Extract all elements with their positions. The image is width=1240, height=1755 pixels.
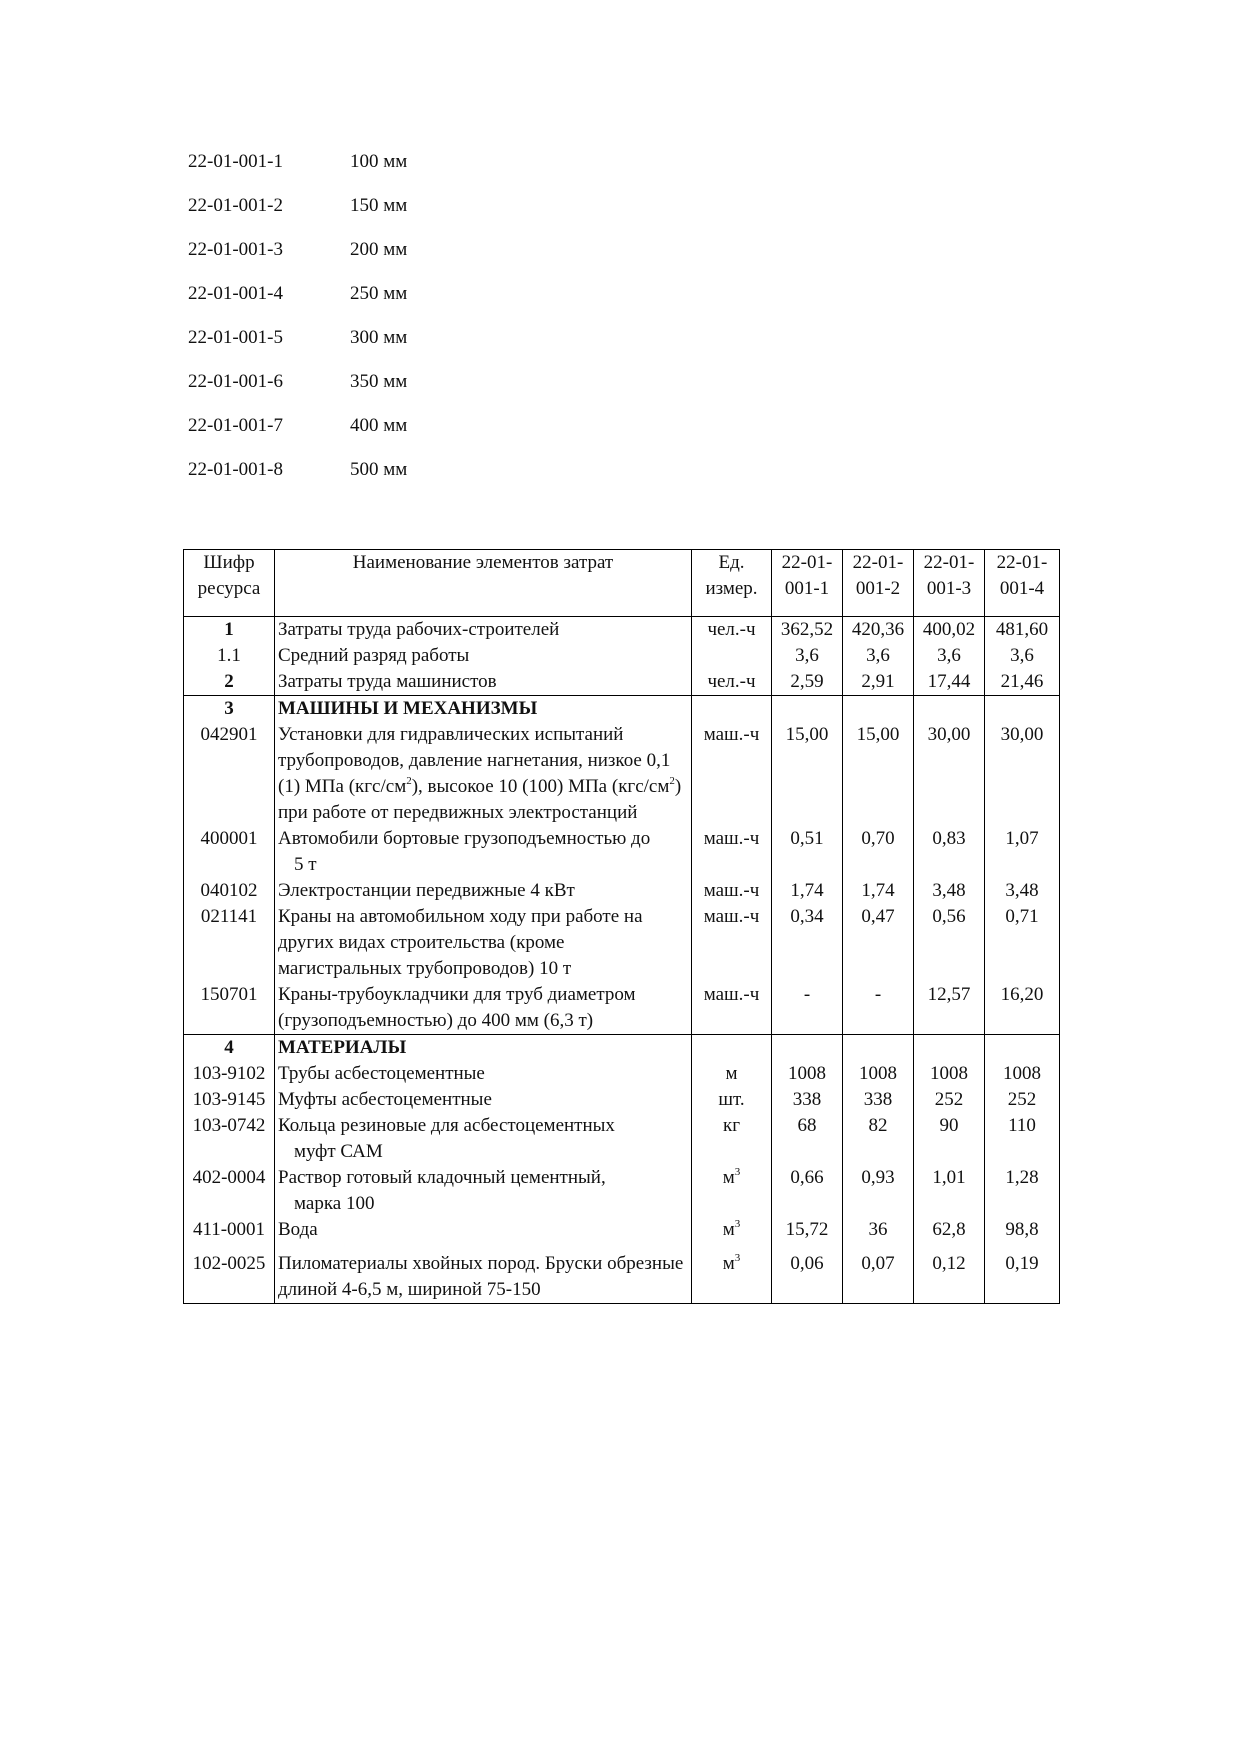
row-code: 102-0025 [184, 1243, 275, 1304]
section-row [184, 1035, 1060, 1062]
row-value: 1,74 [772, 878, 843, 904]
row-value: 17,44 [914, 669, 985, 696]
row-unit: маш.-ч [692, 878, 772, 904]
row-value: 21,46 [985, 669, 1060, 696]
row-code: 150701 [184, 982, 275, 1035]
row-code: 103-9145 [184, 1087, 275, 1113]
row-value: 1008 [843, 1061, 914, 1087]
row-value: 0,12 [914, 1243, 985, 1304]
row-value: 0,83 [914, 826, 985, 878]
row-name: Кольца резиновые для асбестоцементных муфт САМ [275, 1113, 692, 1165]
row-unit: шт. [692, 1087, 772, 1113]
row-value: 36 [843, 1217, 914, 1243]
row-value: 3,6 [772, 643, 843, 669]
code-list-item [188, 368, 407, 412]
row-name: Автомобили бортовые грузоподъемностью до 5 т [275, 826, 692, 878]
row-value: 420,36 [843, 617, 914, 644]
row-value: 98,8 [985, 1217, 1060, 1243]
row-value: 338 [772, 1087, 843, 1113]
row-value: 3,6 [914, 643, 985, 669]
code: 22-01-001-2 [188, 195, 283, 216]
row-value: 15,72 [772, 1217, 843, 1243]
row-value: 110 [985, 1113, 1060, 1165]
row-value: 1008 [985, 1061, 1060, 1087]
row-value: 362,52 [772, 617, 843, 644]
row-unit: маш.-ч [692, 722, 772, 826]
row-value: 252 [985, 1087, 1060, 1113]
code-list-item [188, 456, 407, 500]
row-code: 040102 [184, 878, 275, 904]
row-value: 1,07 [985, 826, 1060, 878]
row-value: 3,48 [914, 878, 985, 904]
section-row [184, 696, 1060, 723]
row-unit [692, 643, 772, 669]
table-row [184, 617, 1060, 644]
row-value: 30,00 [985, 722, 1060, 826]
code: 22-01-001-6 [188, 371, 283, 392]
row-value: 1008 [914, 1061, 985, 1087]
row-unit: $м^3$ [692, 1243, 772, 1304]
header-col-3: 22-01-001-3 [914, 550, 985, 617]
row-value: 0,07 [843, 1243, 914, 1304]
header-code: Шифр ресурса [184, 550, 275, 617]
row-name: Средний разряд работы [275, 643, 692, 669]
row-value: 3,6 [985, 643, 1060, 669]
code-list [188, 148, 407, 500]
section-title: МАШИНЫ И МЕХАНИЗМЫ [275, 696, 692, 723]
row-unit: кг [692, 1113, 772, 1165]
code: 22-01-001-1 [188, 151, 283, 172]
row-value: 2,59 [772, 669, 843, 696]
code: 22-01-001-3 [188, 239, 283, 260]
table-row [184, 1243, 1060, 1304]
row-code: 103-0742 [184, 1113, 275, 1165]
row-value: 3,6 [843, 643, 914, 669]
row-unit: м [692, 1061, 772, 1087]
row-code: 042901 [184, 722, 275, 826]
header-unit: Ед. измер. [692, 550, 772, 617]
row-unit: чел.-ч [692, 669, 772, 696]
size: 100 мм [350, 151, 408, 172]
table-row [184, 826, 1060, 878]
row-code: 103-9102 [184, 1061, 275, 1087]
row-value: 15,00 [772, 722, 843, 826]
row-value: 252 [914, 1087, 985, 1113]
row-value: - [772, 982, 843, 1035]
code-list-item [188, 236, 407, 280]
code-list-item [188, 280, 407, 324]
table-header-row [184, 550, 1060, 617]
row-code: 1.1 [184, 643, 275, 669]
row-value: 0,06 [772, 1243, 843, 1304]
size: 200 мм [350, 239, 408, 260]
table-row [184, 1165, 1060, 1217]
row-unit: $м^3$ [692, 1165, 772, 1217]
row-value: 82 [843, 1113, 914, 1165]
resource-table [183, 549, 1060, 1304]
row-value: 1,28 [985, 1165, 1060, 1217]
row-name: Установки для гидравлических испытаний трубопроводов, давление нагнетания, низкое 0,1 (1) МПа $(кгс/см^2)$, высокое 10 (100) МПа $(кгс/см^2)$ при работе от передвижных электростанций [275, 722, 692, 826]
row-name: Затраты труда рабочих-строителей [275, 617, 692, 644]
row-value: 3,48 [985, 878, 1060, 904]
row-unit: маш.-ч [692, 826, 772, 878]
size: 300 мм [350, 327, 408, 348]
row-value: 0,56 [914, 904, 985, 982]
row-name: Краны на автомобильном ходу при работе на других видах строительства (кроме магистральных трубопроводов) 10 т [275, 904, 692, 982]
section-code: 3 [184, 696, 275, 723]
header-col-2: 22-01-001-2 [843, 550, 914, 617]
row-value: 0,93 [843, 1165, 914, 1217]
row-code: 411-0001 [184, 1217, 275, 1243]
row-value: 481,60 [985, 617, 1060, 644]
code: 22-01-001-5 [188, 327, 283, 348]
row-name: Трубы асбестоцементные [275, 1061, 692, 1087]
row-unit: $м^3$ [692, 1217, 772, 1243]
row-value: 62,8 [914, 1217, 985, 1243]
row-code: 400001 [184, 826, 275, 878]
row-code: 402-0004 [184, 1165, 275, 1217]
row-value: 0,70 [843, 826, 914, 878]
row-value: 1,01 [914, 1165, 985, 1217]
row-value: 30,00 [914, 722, 985, 826]
table-row [184, 1061, 1060, 1087]
size: 350 мм [350, 371, 408, 392]
row-name: Электростанции передвижные 4 кВт [275, 878, 692, 904]
row-code: 2 [184, 669, 275, 696]
row-value: 1,74 [843, 878, 914, 904]
table-row [184, 1113, 1060, 1165]
size: 150 мм [350, 195, 408, 216]
code: 22-01-001-8 [188, 459, 283, 480]
table-row [184, 643, 1060, 669]
size: 250 мм [350, 283, 408, 304]
row-value: - [843, 982, 914, 1035]
row-value: 0,34 [772, 904, 843, 982]
row-value: 16,20 [985, 982, 1060, 1035]
row-code: 021141 [184, 904, 275, 982]
code: 22-01-001-4 [188, 283, 283, 304]
row-value: 1008 [772, 1061, 843, 1087]
row-name: Вода [275, 1217, 692, 1243]
row-unit: маш.-ч [692, 982, 772, 1035]
row-value: 0,19 [985, 1243, 1060, 1304]
size: 400 мм [350, 415, 408, 436]
table-row [184, 1087, 1060, 1113]
row-name: Пиломатериалы хвойных пород. Бруски обрезные длиной 4-6,5 м, шириной 75-150 [275, 1243, 692, 1304]
row-unit: маш.-ч [692, 904, 772, 982]
table-row [184, 982, 1060, 1035]
table-row [184, 669, 1060, 696]
row-name: Затраты труда машинистов [275, 669, 692, 696]
row-value: 68 [772, 1113, 843, 1165]
code-list-item [188, 324, 407, 368]
table-row [184, 904, 1060, 982]
row-value: 0,47 [843, 904, 914, 982]
code: 22-01-001-7 [188, 415, 283, 436]
row-value: 0,51 [772, 826, 843, 878]
section-title: МАТЕРИАЛЫ [275, 1035, 692, 1062]
row-value: 2,91 [843, 669, 914, 696]
row-value: 0,66 [772, 1165, 843, 1217]
row-name: Краны-трубоукладчики для труб диаметром (грузоподъемностью) до 400 мм (6,3 т) [275, 982, 692, 1035]
row-value: 12,57 [914, 982, 985, 1035]
header-name: Наименование элементов затрат [275, 550, 692, 617]
section-code: 4 [184, 1035, 275, 1062]
row-code: 1 [184, 617, 275, 644]
code-list-item [188, 192, 407, 236]
row-value: 90 [914, 1113, 985, 1165]
row-name: Раствор готовый кладочный цементный, марка 100 [275, 1165, 692, 1217]
row-unit: чел.-ч [692, 617, 772, 644]
header-col-1: 22-01-001-1 [772, 550, 843, 617]
code-list-item [188, 412, 407, 456]
row-value: 0,71 [985, 904, 1060, 982]
row-value: 338 [843, 1087, 914, 1113]
code-list-item [188, 148, 407, 192]
row-value: 15,00 [843, 722, 914, 826]
size: 500 мм [350, 459, 408, 480]
table-row [184, 722, 1060, 826]
table-row [184, 878, 1060, 904]
row-name: Муфты асбестоцементные [275, 1087, 692, 1113]
table-row [184, 1217, 1060, 1243]
header-col-4: 22-01-001-4 [985, 550, 1060, 617]
row-value: 400,02 [914, 617, 985, 644]
